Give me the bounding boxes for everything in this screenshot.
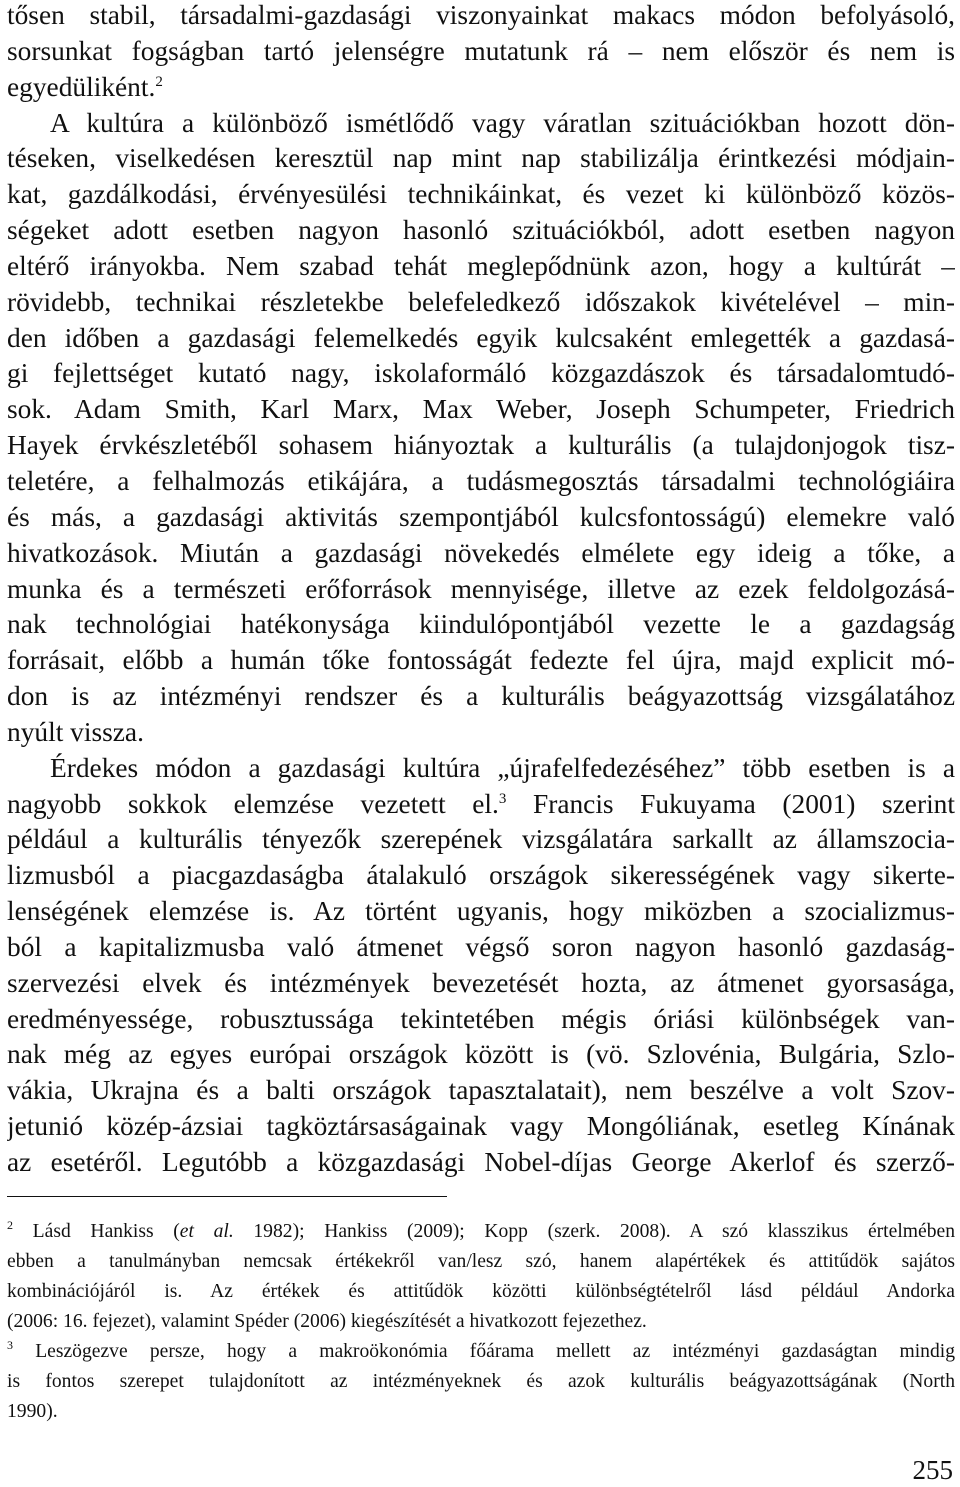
- text-line: [7, 70, 955, 106]
- footnote-line: kombinációjáról is. Az értékek és attitűdök közötti különbségtételről lásd például Andorka: [7, 1281, 955, 1302]
- footnote-line: 1990).: [7, 1401, 58, 1422]
- text-line: az esetéről. Legutóbb a közgazdasági Nobel-díjas George Akerlof és szerző-: [7, 1147, 955, 1177]
- text-line: sorsunkat fogságban tartó jelenségre mutatunk rá – nem először és nem is: [7, 35, 955, 66]
- text-segment: Lásd Hankiss (: [32, 1221, 180, 1242]
- text-line: nak még az egyes európai országok között is (vö. Szlovénia, Bulgária, Szlo-: [7, 1039, 955, 1070]
- text-line: ségeket adott esetben nagyon hasonló szituációkból, adott esetben nagyon: [7, 215, 955, 246]
- page-number: 255: [912, 1455, 953, 1485]
- text-line: és más, a gazdasági aktivitás szempontjából kulcsfontosságú) elemekre való: [7, 501, 955, 532]
- text-line: nak technológiai hatékonysága kiindulópontjából vezette le a gazdagság: [7, 609, 955, 640]
- text-line: eltérő irányokba. Nem szabad tehát meglepődnünk azon, hogy a kultúrát –: [7, 250, 955, 281]
- document-page: [7, 0, 955, 1487]
- footnote-line: (2006: 16. fejezet), valamint Spéder (2006) kiegészítését a hivatkozott fejezethez.: [7, 1311, 647, 1332]
- footnote-2: [7, 1217, 955, 1247]
- text-line: ból a kapitalizmusba való átmenet végső soron nagyon hasonló gazdaság-: [7, 931, 955, 962]
- text-line: sok. Adam Smith, Karl Marx, Max Weber, Joseph Schumpeter, Friedrich: [7, 394, 955, 425]
- text-line: A kultúra a különböző ismétlődő vagy váratlan szituációkban hozott dön-: [50, 107, 955, 138]
- text-line: eredményessége, robusztussága tekintetében mégis óriási különbségek van-: [7, 1003, 955, 1034]
- footnote-marker: 3: [7, 1338, 13, 1352]
- footnote-line: is fontos szerepet tulajdonított az intézményeknek és azok kulturális beágyazottságának (North: [7, 1371, 955, 1392]
- text-line: például a kulturális tényezők szerepének vizsgálatára sarkallt az államszocia-: [7, 824, 955, 855]
- text-line: kat, gazdálkodási, érvényesülési technikáinkat, és vezet ki különböző közös-: [7, 179, 955, 210]
- footnote-ref[interactable]: 3: [498, 790, 507, 807]
- footnote-divider: [7, 1196, 447, 1197]
- text-segment: egyedüliként.: [7, 71, 156, 102]
- footnote-3: [7, 1337, 955, 1367]
- text-line: munka és a természeti erőforrások mennyisége, illetve az ezek feldolgozásá-: [7, 573, 955, 604]
- text-line: hivatkozások. Miután a gazdasági növekedés elmélete egy ideig a tőke, a: [7, 537, 955, 568]
- footnote-line: ebben a tanulmányban nemcsak értékekről van/lesz szó, hanem alapértékek és attitűdök sajátos: [7, 1251, 955, 1272]
- footnotes: [7, 1217, 955, 1427]
- text-line: [7, 787, 955, 823]
- text-line: forrásait, előbb a humán tőke fontosságát fedezte fel újra, majd explicit mó-: [7, 645, 955, 676]
- text-line: gi fejlettséget kutató nagy, iskolaformáló közgazdászok és társadalomtudó-: [7, 358, 955, 389]
- text-segment: Leszögezve persze, hogy a makroökonómia főárama mellett az intézményi gazdaságtan mindig: [35, 1341, 955, 1362]
- text-line: rövidebb, technikai részletekbe belefeledkező időszakok kivételével – min-: [7, 286, 955, 317]
- text-line: lizmusból a piacgazdaságba átalakuló országok sikerességének vagy sikerte-: [7, 860, 955, 891]
- text-line: lenségének elemzése is. Az történt ugyanis, hogy miközben a szocializmus-: [7, 896, 955, 927]
- text-line: jetunió közép-ázsiai tagköztársaságainak vagy Mongóliának, esetleg Kínának: [7, 1111, 955, 1142]
- main-text: [7, 0, 955, 1181]
- text-line: tősen stabil, társadalmi-gazdasági viszonyainkat makacs módon befolyásoló,: [7, 0, 955, 30]
- text-segment: et al.: [179, 1221, 234, 1242]
- text-line: den időben a gazdasági felemelkedés egyik kulcsaként emlegették a gazdasá-: [7, 322, 955, 353]
- text-line: teletére, a felhalmozás etikájára, a tudásmegosztás társadalmi technológiáira: [7, 465, 955, 496]
- footnote-marker: 2: [7, 1218, 13, 1232]
- text-segment: Francis Fukuyama (2001) szerint: [506, 788, 955, 819]
- text-line: nyúlt vissza.: [7, 716, 144, 747]
- text-segment: 1982); Hankiss (2009); Kopp (szerk. 2008). A szó klasszikus értelmében: [233, 1221, 955, 1242]
- text-line: Hayek érvkészletéből sohasem hiányoztak a kulturális (a tulajdonjogok tisz-: [7, 430, 955, 461]
- text-segment: nagyobb sokkok elemzése vezetett el.: [7, 788, 499, 819]
- text-line: Érdekes módon a gazdasági kultúra „újrafelfedezéséhez” több esetben is a: [50, 752, 955, 783]
- text-line: szervezési elvek és intézmények bevezetését hozta, az átmenet gyorsasága,: [7, 967, 955, 998]
- text-line: don is az intézményi rendszer és a kulturális beágyazottság vizsgálatához: [7, 681, 955, 712]
- text-line: vákia, Ukrajna és a balti országok tapasztalatait), nem beszélve a volt Szov-: [7, 1075, 955, 1106]
- footnote-ref[interactable]: 2: [155, 73, 163, 90]
- text-line: téseken, viselkedésen keresztül nap mint nap stabilizálja érintkezési módjain-: [7, 143, 955, 174]
